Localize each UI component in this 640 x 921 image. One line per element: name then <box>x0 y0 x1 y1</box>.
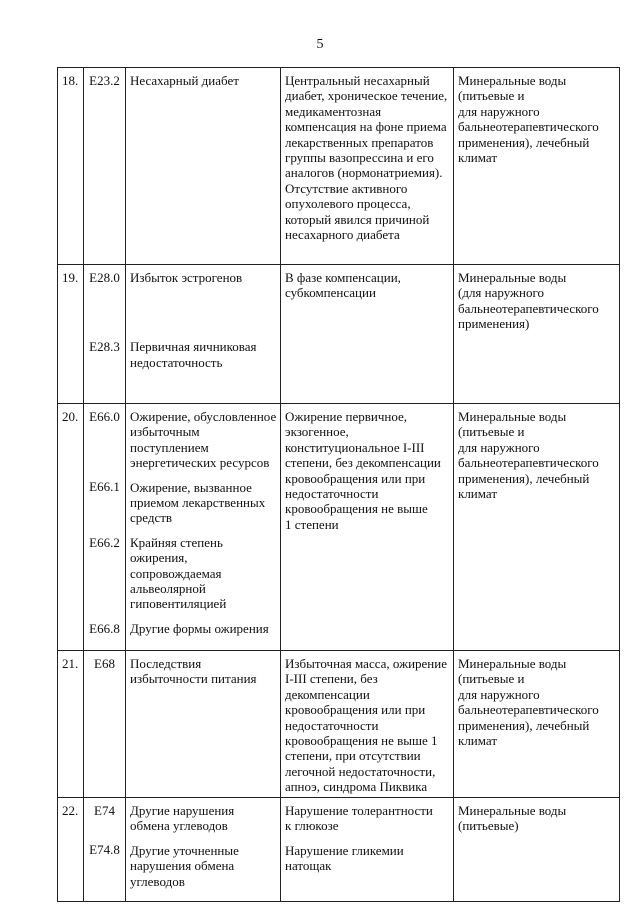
diagnosis-cell <box>126 404 281 651</box>
row-number: 18. <box>58 68 84 265</box>
row-number: 20. <box>58 404 84 651</box>
page-number: 5 <box>316 37 324 52</box>
diagnosis-name: Последствия избыточности питания <box>126 651 281 798</box>
diagnosis-name: Другие формы ожирения <box>130 620 269 636</box>
icd-code: E74 <box>94 803 115 818</box>
indications-text: Ожирение первичное, экзогенное, конституциональное I-III степени, без декомпенсации кровообращения или при недостаточности кровообращения не выше 1 степени <box>281 404 454 651</box>
table-row <box>58 651 620 798</box>
treatment-factors: Минеральные воды (для наружного бальнеотерапевтического применения) <box>454 265 620 404</box>
icd-code: E66.0 <box>89 409 120 424</box>
treatment-factors: Минеральные воды (питьевые и для наружного бальнеотерапевтического применения), лечебный климат <box>454 404 620 651</box>
icd-code: E74.8 <box>89 842 120 858</box>
icd-code: E66.1 <box>89 479 120 495</box>
icd-code: E28.3 <box>89 339 120 355</box>
icd-code: E23.2 <box>89 73 120 88</box>
table-row <box>58 265 620 404</box>
code-cell <box>84 651 126 798</box>
icd-code: E66.8 <box>89 621 120 637</box>
treatment-factors: Минеральные воды (питьевые и для наружного бальнеотерапевтического применения), лечебный климат <box>454 651 620 798</box>
diagnosis-name: Первичная яичниковая недостаточность <box>130 339 257 370</box>
icd-code: E66.2 <box>89 534 120 550</box>
table-row <box>58 404 620 651</box>
icd-code: E68 <box>94 656 115 671</box>
icd-code: E28.0 <box>89 270 120 285</box>
diagnosis-cell <box>126 265 281 404</box>
indications-text: Избыточная масса, ожирение I-III степени, без декомпенсации кровообращения или при недостаточности кровообращения не выше 1 степени, при отсутствии легочной недостаточности, апноэ, синдрома Пиквика <box>281 651 454 798</box>
code-cell <box>84 404 126 651</box>
diagnosis-name: Другие уточненные нарушения обмена углеводов <box>130 842 239 889</box>
diagnosis-name: Несахарный диабет <box>126 68 281 265</box>
diagnosis-name: Избыток эстрогенов <box>130 270 243 285</box>
diagnosis-name: Ожирение, вызванное приемом лекарственных средств <box>130 479 266 526</box>
row-number: 22. <box>58 798 84 902</box>
table-row <box>58 68 620 265</box>
indications-text: Центральный несахарный диабет, хроническое течение, медикаментозная компенсация на фоне приема лекарственных препаратов группы вазопрессина и его аналогов (нормонатриемия). Отсутствие активного опухолевого процесса, который явился причиной несахарного диабета <box>281 68 454 265</box>
indications-text: Нарушение гликемии натощак <box>285 842 404 874</box>
code-cell <box>84 68 126 265</box>
diagnosis-name: Ожирение, обусловленное избыточным поступлением энергетических ресурсов <box>130 409 277 471</box>
treatment-factors: Минеральные воды (питьевые) <box>454 798 620 902</box>
code-cell <box>84 265 126 404</box>
indications-text: Нарушение толерантности к глюкозе <box>285 803 433 834</box>
treatment-factors: Минеральные воды (питьевые и для наружного бальнеотерапевтического применения), лечебный климат <box>454 68 620 265</box>
indications-table <box>57 67 620 902</box>
diagnosis-name: Крайняя степень ожирения, сопровождаемая альвеолярной гиповентиляцией <box>130 534 227 612</box>
indications-cell <box>281 798 454 902</box>
table-row <box>58 798 620 902</box>
diagnosis-name: Другие нарушения обмена углеводов <box>130 803 235 834</box>
diagnosis-cell <box>126 798 281 902</box>
row-number: 21. <box>58 651 84 798</box>
indications-text: В фазе компенсации, субкомпенсации <box>281 265 454 404</box>
row-number: 19. <box>58 265 84 404</box>
code-cell <box>84 798 126 902</box>
